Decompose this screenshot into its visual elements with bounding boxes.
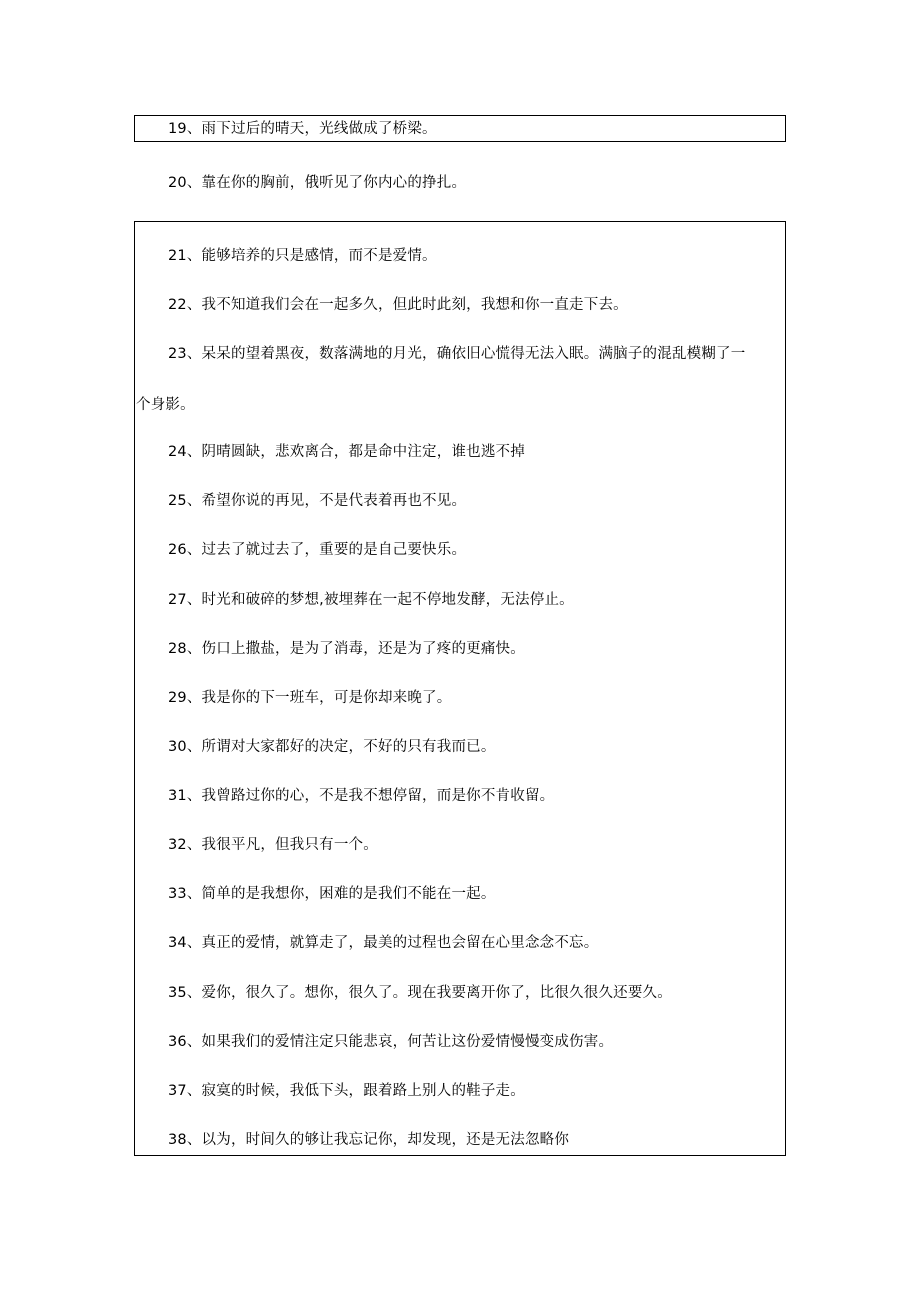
list-item: 22、我不知道我们会在一起多久，但此时此刻，我想和你一直走下去。 <box>168 297 628 313</box>
list-item-continuation: 个身影。 <box>136 397 195 413</box>
list-item: 37、寂寞的时候，我低下头，跟着路上别人的鞋子走。 <box>168 1083 525 1099</box>
list-item: 35、爱你，很久了。想你，很久了。现在我要离开你了，比很久很久还要久。 <box>168 985 672 1001</box>
list-item: 26、过去了就过去了，重要的是自己要快乐。 <box>168 542 467 558</box>
list-item: 31、我曾路过你的心，不是我不想停留，而是你不肯收留。 <box>168 788 555 804</box>
list-item: 36、如果我们的爱情注定只能悲哀，何苦让这份爱情慢慢变成伤害。 <box>168 1034 614 1050</box>
list-item: 19、雨下过后的晴天，光线做成了桥梁。 <box>168 121 437 137</box>
list-item: 23、呆呆的望着黑夜，数落满地的月光，确依旧心慌得无法入眠。满脑子的混乱模糊了一 <box>168 346 746 362</box>
list-item: 25、希望你说的再见，不是代表着再也不见。 <box>168 493 467 509</box>
list-item: 30、所谓对大家都好的决定，不好的只有我而已。 <box>168 739 496 755</box>
list-item: 20、靠在你的胸前，俄听见了你内心的挣扎。 <box>168 175 467 191</box>
list-item: 38、以为，时间久的够让我忘记你，却发现，还是无法忽略你 <box>168 1132 570 1148</box>
list-item: 24、阴晴圆缺，悲欢离合，都是命中注定，谁也逃不掉 <box>168 444 525 460</box>
list-item: 21、能够培养的只是感情，而不是爱情。 <box>168 248 437 264</box>
list-item: 29、我是你的下一班车，可是你却来晚了。 <box>168 690 452 706</box>
list-item: 34、真正的爱情，就算走了，最美的过程也会留在心里念念不忘。 <box>168 935 599 951</box>
list-item: 33、简单的是我想你，困难的是我们不能在一起。 <box>168 886 496 902</box>
list-item: 28、伤口上撒盐，是为了消毒，还是为了疼的更痛快。 <box>168 641 525 657</box>
list-item: 32、我很平凡，但我只有一个。 <box>168 837 378 853</box>
list-item: 27、时光和破碎的梦想,被埋葬在一起不停地发酵，无法停止。 <box>168 592 574 608</box>
